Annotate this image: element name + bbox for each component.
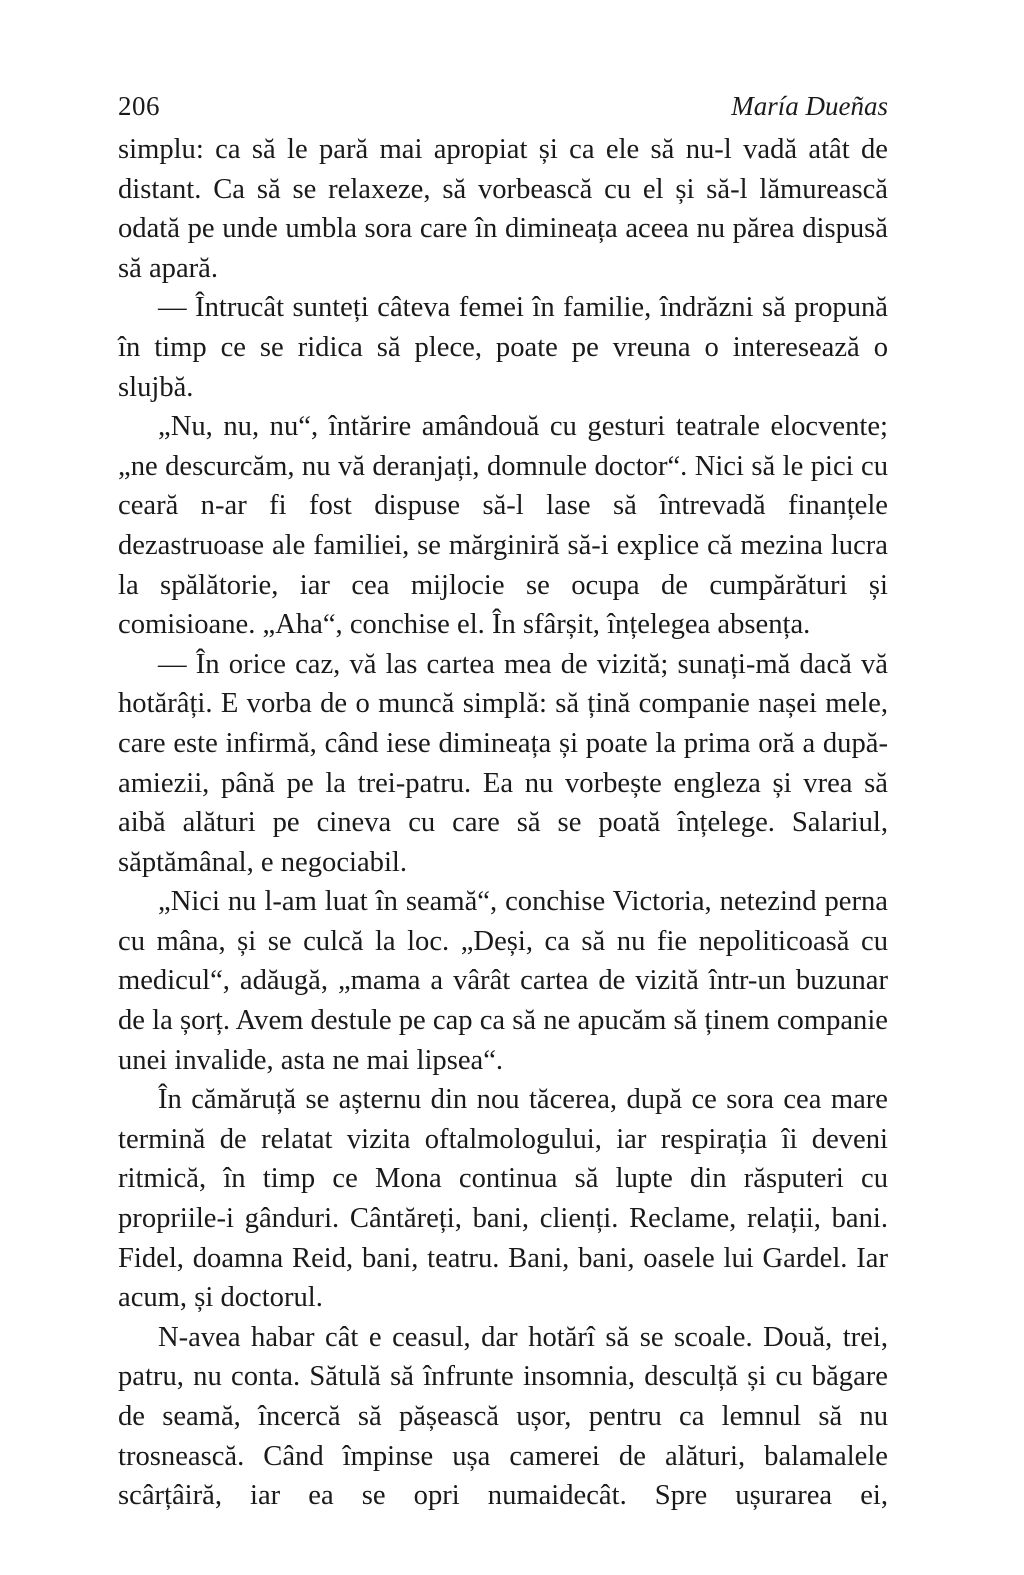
book-page bbox=[118, 86, 888, 1516]
paragraph: În cămăruță se așternu din nou tăcerea, după ce sora cea mare termină de relatat vizita oftalmologului, iar respirația îi deveni ritmică, în timp ce Mona continua să lupte din răsputeri cu propriile-i gânduri. Cântăreți, bani, clienți. Reclame, relații, bani. Fidel, doamna Reid, bani, teatru. Bani, bani, oasele lui Gardel. Iar acum, și doctorul. bbox=[118, 1084, 888, 1314]
running-header bbox=[118, 86, 888, 130]
body-text bbox=[118, 130, 888, 1516]
paragraph: N-avea habar cât e ceasul, dar hotărî să se scoale. Două, trei, patru, nu conta. Sătulă să înfrunte insomnia, desculță și cu băgare de seamă, încercă să pășească ușor, pentru ca lemnul să nu trosnească. Când împinse ușa camerei de alături, balamalele scârțâiră, iar ea se opri numaidecât. Spre ușurarea ei, bbox=[118, 1321, 888, 1512]
running-header-author: María Dueñas bbox=[731, 91, 888, 121]
paragraph: — În orice caz, vă las cartea mea de vizită; sunați-mă dacă vă hotărâți. E vorba de o muncă simplă: să țină companie nașei mele, care este infirmă, când iese dimineața și poate la prima oră a după-amiezii, până pe la trei-patru. Ea nu vorbește engleza și vrea să aibă alături pe cineva cu care să se poată înțelege. Salariul, săptămânal, e negociabil. bbox=[118, 648, 888, 878]
paragraph: „Nici nu l-am luat în seamă“, conchise Victoria, netezind perna cu mâna, și se culcă la loc. „Deși, ca să nu fie nepoliticoasă cu medicul“, adăugă, „mama a vârât cartea de vizită într-un buzunar de la șorț. Avem destule pe cap ca să ne apucăm să ținem companie unei invalide, asta ne mai lipsea“. bbox=[118, 886, 888, 1076]
paragraph: simplu: ca să le pară mai apropiat și ca ele să nu-l vadă atât de distant. Ca să se relaxeze, să vorbească cu el și să-l lămurească odată pe unde umbla sora care în dimineața aceea nu părea dispusă să apară. bbox=[118, 134, 888, 284]
paragraph: — Întrucât sunteți câteva femei în familie, îndrăzni să propună în timp ce se ridica să plece, poate pe vreuna o interesează o slujbă. bbox=[118, 292, 888, 403]
paragraph: „Nu, nu, nu“, întărire amândouă cu gesturi teatrale elocvente; „ne descurcăm, nu vă deranjați, domnule doctor“. Nici să le pici cu ceară n-ar fi fost dispuse să-l lase să întrevadă finanțele dezastruoase ale familiei, se mărginiră să-i explice că mezina lucra la spălătorie, iar cea mijlocie se ocupa de cumpărături și comisioane. „Aha“, conchise el. În sfârșit, înțelegea absența. bbox=[118, 411, 888, 641]
page-number: 206 bbox=[118, 91, 160, 121]
